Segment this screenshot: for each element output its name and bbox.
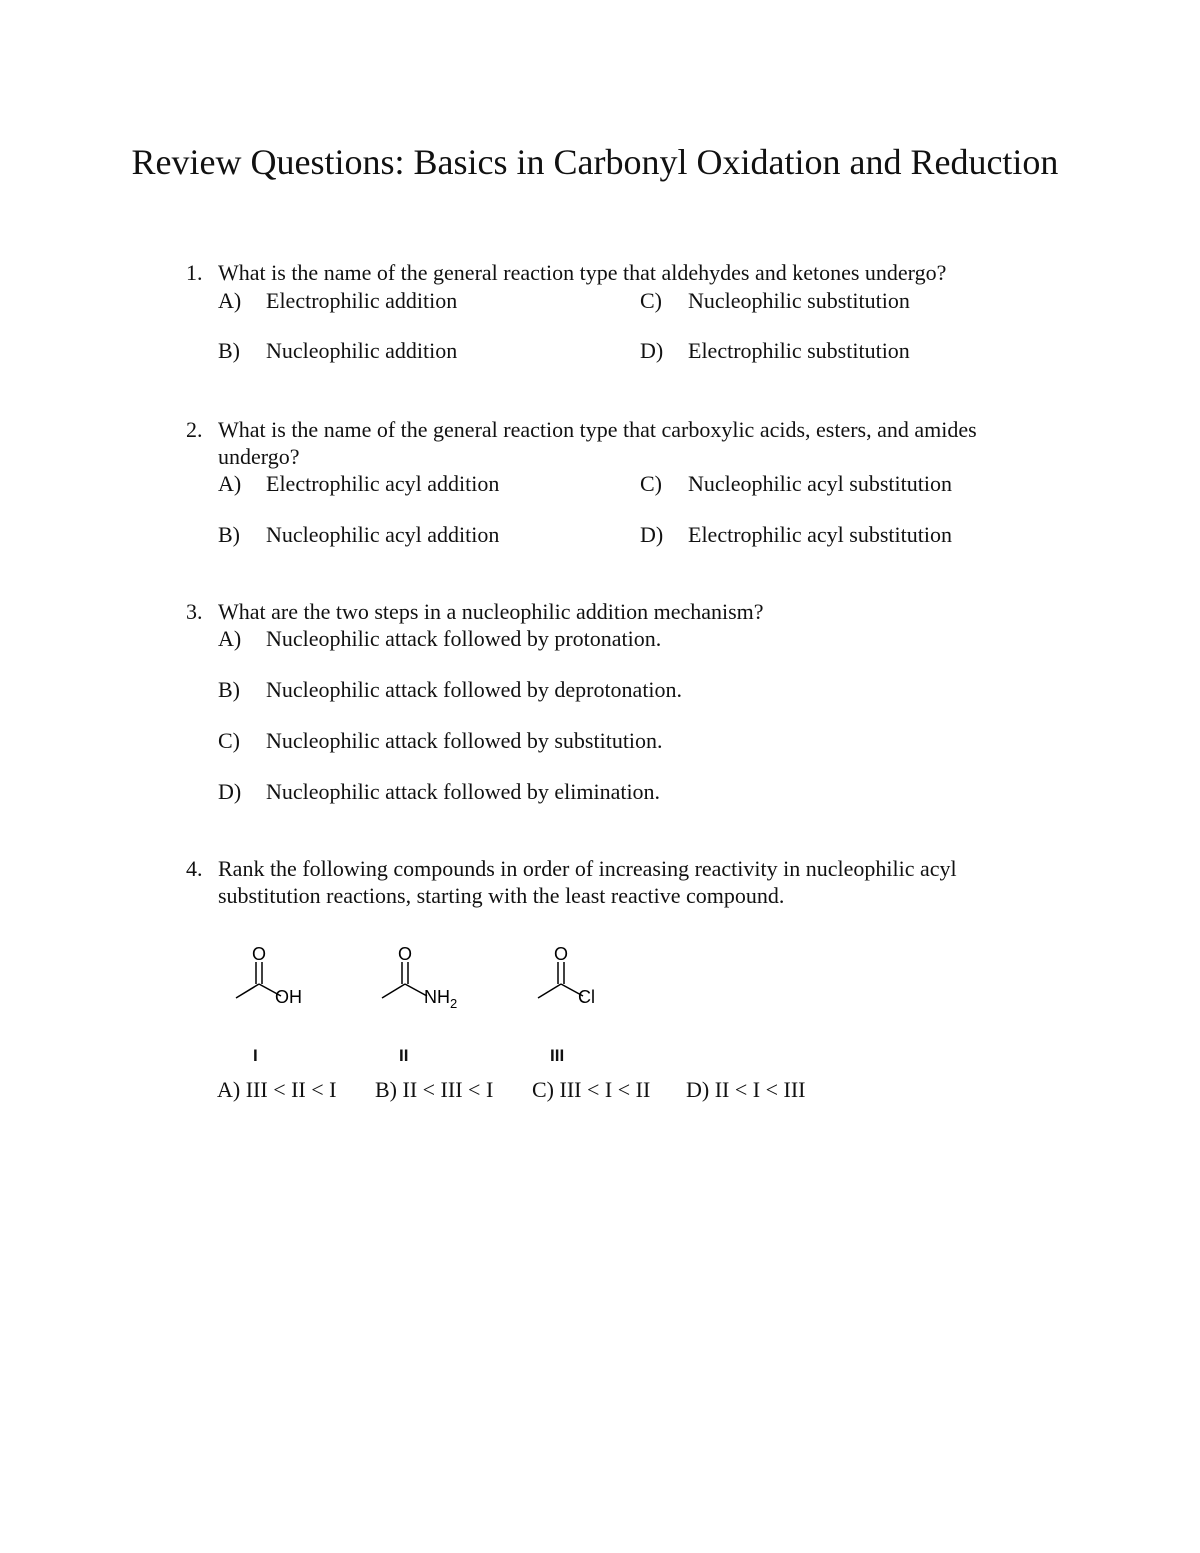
atom-group: Cl [578, 987, 595, 1007]
option-2d[interactable] [640, 521, 952, 548]
option-3c[interactable] [218, 727, 663, 754]
option-4c[interactable] [532, 1076, 650, 1103]
option-text: Nucleophilic attack followed by elimination. [266, 779, 661, 804]
option-1d[interactable] [640, 337, 910, 364]
option-letter: D) [218, 779, 242, 804]
bond-methyl [236, 984, 259, 998]
question-number: 1. [186, 260, 203, 285]
question-stem: What is the name of the general reaction type that aldehydes and ketones undergo? [218, 260, 947, 285]
question-4 [186, 855, 1046, 909]
option-text: Nucleophilic acyl substitution [688, 471, 952, 496]
atom-oxygen: O [553, 944, 569, 964]
option-letter: C) [532, 1077, 554, 1102]
option-text: Electrophilic acyl addition [266, 471, 500, 496]
option-letter: A) [217, 1077, 241, 1102]
option-4a[interactable] [217, 1076, 337, 1103]
option-text: Electrophilic substitution [688, 338, 910, 363]
atom-group-main: NH [424, 987, 450, 1007]
question-stem: What are the two steps in a nucleophilic addition mechanism? [218, 599, 764, 624]
option-text: II < III < I [402, 1077, 494, 1102]
bond-methyl [538, 984, 561, 998]
question-2 [186, 416, 1046, 470]
option-letter: B) [218, 677, 240, 702]
question-3 [186, 598, 1046, 625]
atom-oxygen: O [397, 944, 413, 964]
question-stem: What is the name of the general reaction type that carboxylic acids, esters, and amides undergo? [218, 417, 977, 469]
option-letter: D) [640, 338, 664, 363]
option-text: Electrophilic acyl substitution [688, 522, 952, 547]
question-1 [186, 259, 1046, 286]
option-letter: A) [218, 471, 242, 496]
option-1a[interactable] [218, 287, 457, 314]
option-text: Nucleophilic acyl addition [266, 522, 500, 547]
structure-acetic-acid [228, 940, 318, 1015]
question-number: 4. [186, 856, 203, 881]
option-letter: A) [218, 288, 242, 313]
atom-group-subscript: 2 [450, 996, 458, 1011]
option-2c[interactable] [640, 470, 952, 497]
option-3b[interactable] [218, 676, 682, 703]
option-3d[interactable] [218, 778, 660, 805]
option-4b[interactable] [375, 1076, 493, 1103]
option-letter: D) [640, 522, 664, 547]
option-letter: D) [686, 1077, 710, 1102]
option-text: Nucleophilic attack followed by substitution. [266, 728, 663, 753]
atom-group [424, 987, 457, 1011]
option-letter: C) [640, 471, 662, 496]
option-1c[interactable] [640, 287, 910, 314]
question-number: 2. [186, 417, 203, 442]
option-2a[interactable] [218, 470, 499, 497]
compound-label-3: III [550, 1046, 565, 1065]
option-text: III < II < I [245, 1077, 337, 1102]
option-text: Nucleophilic attack followed by protonation. [266, 626, 662, 651]
option-text: III < I < II [559, 1077, 651, 1102]
option-text: Nucleophilic substitution [688, 288, 910, 313]
bond-methyl [382, 984, 405, 998]
question-number: 3. [186, 599, 203, 624]
structure-acetamide [374, 940, 474, 1015]
structure-acetyl-chloride [530, 940, 620, 1015]
option-letter: B) [375, 1077, 397, 1102]
atom-group: OH [275, 987, 302, 1007]
option-4d[interactable] [686, 1076, 806, 1103]
question-stem: Rank the following compounds in order of increasing reactivity in nucleophilic acyl substitution reactions, starting with the least reactive compound. [218, 856, 957, 908]
option-1b[interactable] [218, 337, 457, 364]
option-text: Nucleophilic addition [266, 338, 458, 363]
option-text: Electrophilic addition [266, 288, 458, 313]
option-letter: B) [218, 522, 240, 547]
option-letter: C) [218, 728, 240, 753]
page-title: Review Questions: Basics in Carbonyl Oxidation and Reduction [131, 142, 1059, 182]
option-2b[interactable] [218, 521, 499, 548]
option-letter: C) [640, 288, 662, 313]
option-text: Nucleophilic attack followed by deprotonation. [266, 677, 683, 702]
atom-oxygen: O [251, 944, 267, 964]
option-letter: B) [218, 338, 240, 363]
option-3a[interactable] [218, 625, 661, 652]
compound-label-1: I [253, 1046, 258, 1065]
option-text: II < I < III [714, 1077, 806, 1102]
compound-label-2: II [399, 1046, 409, 1065]
option-letter: A) [218, 626, 242, 651]
